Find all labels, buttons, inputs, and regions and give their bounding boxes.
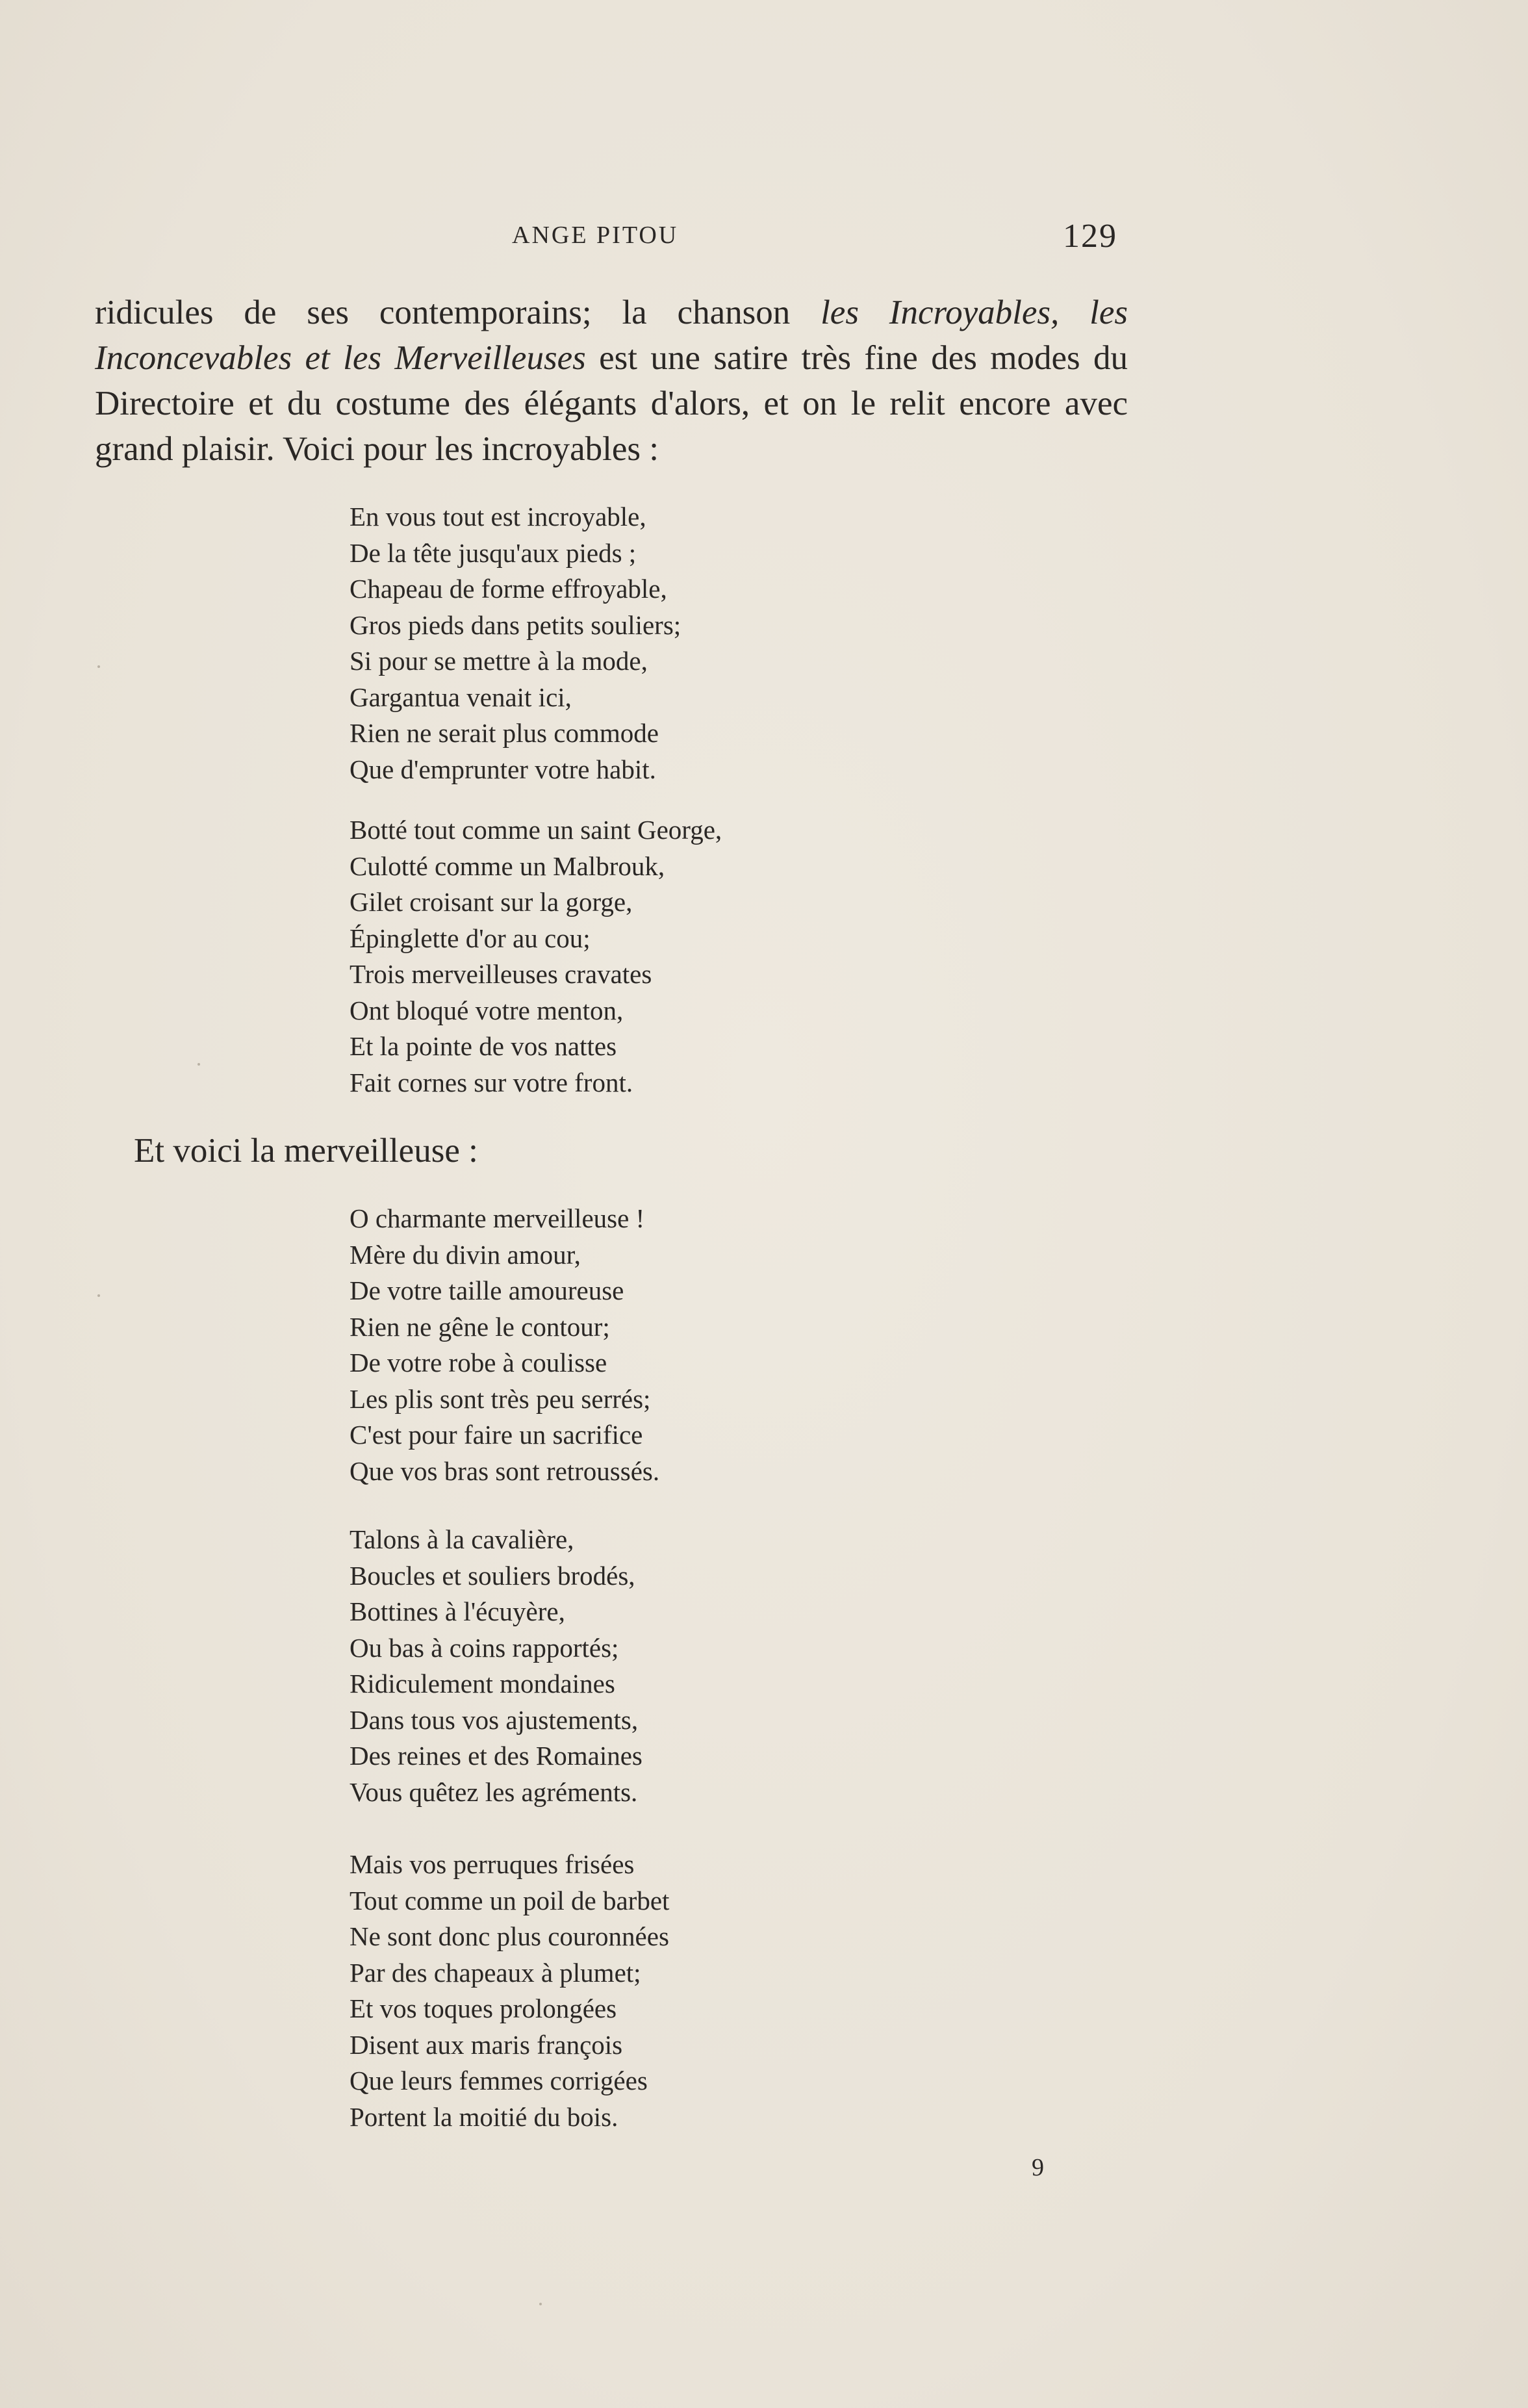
verse-line: Portent la moitié du bois.: [350, 2101, 618, 2132]
verse-line: Et la pointe de vos nattes: [350, 1031, 617, 1061]
verse-line: Fait cornes sur votre front.: [350, 1067, 633, 1097]
verse-line: Ont bloqué votre menton,: [350, 995, 624, 1025]
verse-line: De la tête jusqu'aux pieds ;: [350, 537, 637, 568]
verse-line: Par des chapeaux à plumet;: [350, 1957, 641, 1988]
verse-line: Bottines à l'écuyère,: [350, 1596, 565, 1626]
running-title: ANGE PITOU: [512, 222, 679, 249]
song-title: les Incroyables, les Inconcevables et les Merveilleuses: [95, 294, 1128, 377]
verse-line: Tout comme un poil de barbet: [350, 1885, 670, 1915]
stanza-5: [350, 1847, 669, 2135]
paper-speck: [197, 1063, 200, 1066]
intro-text-end: est une satire très fine des modes du Directoire et du costume des élégants d'alors, et on le relit encore avec grand plaisir. Voici pour les incroyables :: [95, 339, 1128, 468]
verse-line: Gros pieds dans petits souliers;: [350, 609, 681, 640]
verse-line: Mais vos perruques frisées: [350, 1849, 635, 1879]
verse-line: De votre taille amoureuse: [350, 1275, 624, 1305]
verse-line: Mère du divin amour,: [350, 1239, 581, 1270]
verse-line: Boucles et souliers brodés,: [350, 1560, 635, 1591]
verse-line: Ne sont donc plus couronnées: [350, 1921, 669, 1951]
verse-line: Rien ne serait plus commode: [350, 718, 659, 748]
stanza-1: [350, 499, 681, 788]
verse-line: Dans tous vos ajustements,: [350, 1704, 639, 1735]
verse-line: Ou bas à coins rapportés;: [350, 1632, 619, 1663]
verse-line: Que d'emprunter votre habit.: [350, 754, 656, 784]
verse-line: Talons à la cavalière,: [350, 1524, 574, 1554]
verse-line: Rien ne gêne le contour;: [350, 1311, 610, 1342]
verse-line: Botté tout comme un saint George,: [350, 815, 722, 845]
intro-text-start: ridicules de ses contemporains; la chanson: [95, 294, 821, 331]
intro-paragraph: [95, 290, 1128, 472]
verse-line: En vous tout est incroyable,: [350, 502, 646, 532]
verse-line: Épinglette d'or au cou;: [350, 923, 591, 953]
verse-line: Que leurs femmes corrigées: [350, 2066, 648, 2095]
verse-line: Gilet croisant sur la gorge,: [350, 887, 633, 917]
verse-line: Gargantua venait ici,: [350, 682, 572, 712]
verse-line: Et vos toques prolongées: [350, 1993, 617, 2023]
stanza-4: [350, 1522, 643, 1810]
verse-line: Culotté comme un Malbrouk,: [350, 851, 665, 881]
verse-line: Les plis sont très peu serrés;: [350, 1383, 651, 1414]
verse-line: Des reines et des Romaines: [350, 1741, 643, 1771]
verse-line: Que vos bras sont retroussés.: [350, 1455, 660, 1486]
signature-mark: 9: [1032, 2154, 1044, 2181]
running-head: [0, 218, 1528, 260]
verse-line: O charmante merveilleuse !: [350, 1203, 645, 1233]
paper-speck: [539, 2303, 542, 2305]
paper-speck: [97, 1294, 100, 1297]
verse-line: Vous quêtez les agréments.: [350, 1776, 638, 1807]
verse-line: C'est pour faire un sacrifice: [350, 1420, 643, 1450]
verse-line: Ridiculement mondaines: [350, 1669, 615, 1698]
stanza-2: [350, 812, 722, 1101]
verse-line: Chapeau de forme effroyable,: [350, 574, 667, 604]
stanza-3: [350, 1201, 659, 1489]
verse-line: De votre robe à coulisse: [350, 1348, 607, 1377]
verse-line: Trois merveilleuses cravates: [350, 959, 652, 989]
page-number: 129: [1063, 218, 1117, 255]
paper-speck: [97, 665, 100, 668]
verse-line: Disent aux maris françois: [350, 2029, 623, 2060]
transition-line: Et voici la merveilleuse :: [134, 1132, 478, 1170]
verse-line: Si pour se mettre à la mode,: [350, 646, 648, 676]
